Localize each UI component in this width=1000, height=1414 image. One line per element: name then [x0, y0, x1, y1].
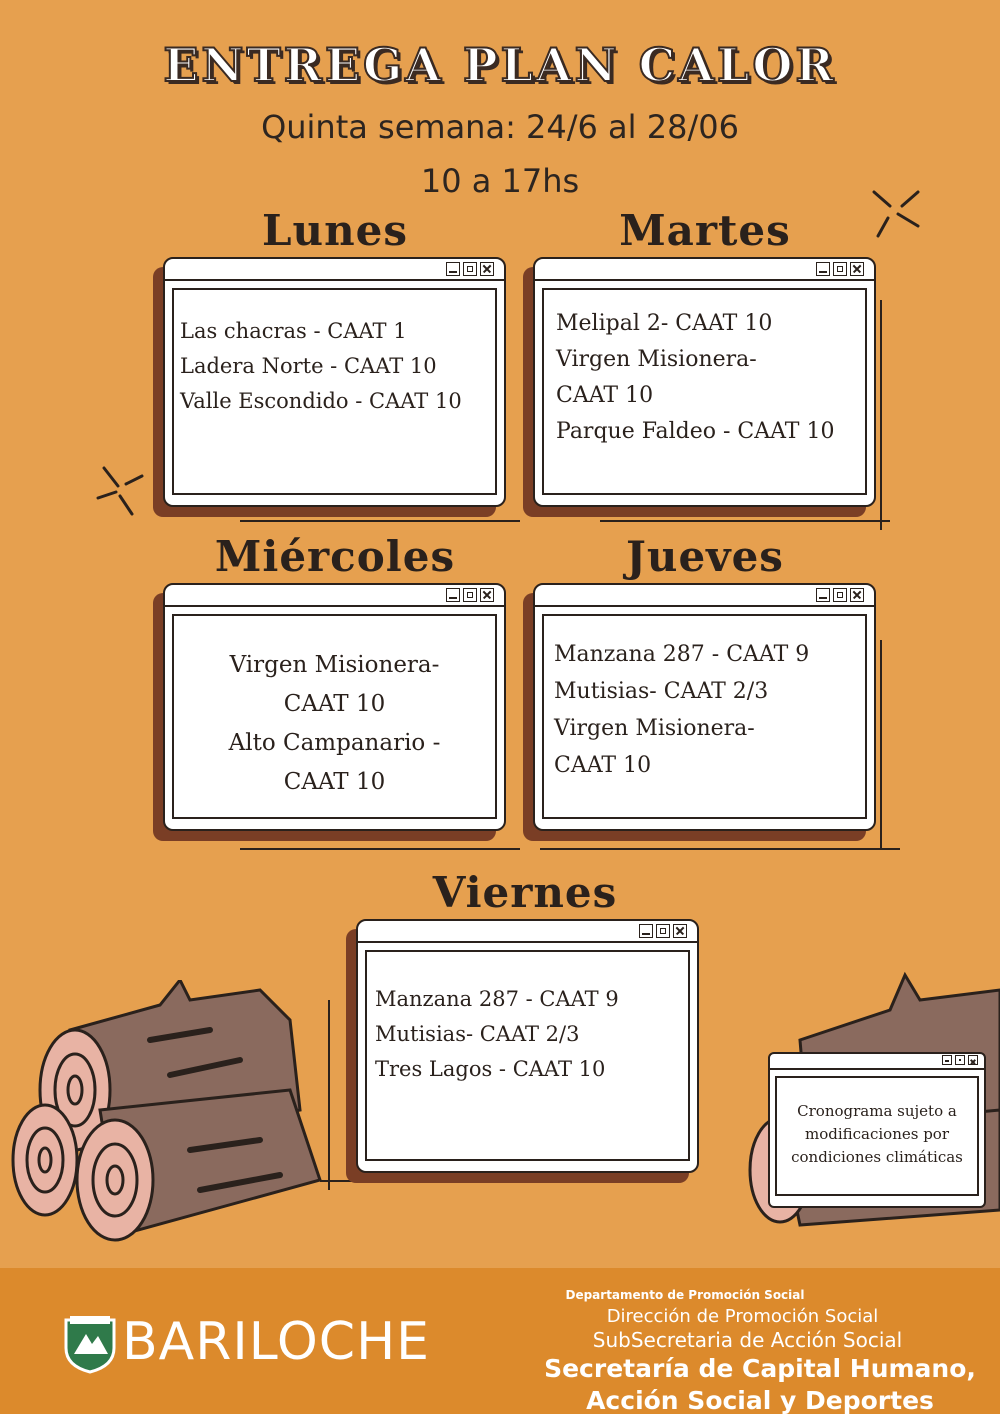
list-item: CAAT 10: [554, 753, 652, 778]
list-item: Virgen Misionera-: [554, 716, 755, 741]
note-line: Cronograma sujeto a: [797, 1102, 957, 1120]
day-title-lunes: Lunes: [262, 206, 408, 255]
list-item: CAAT 10: [283, 691, 386, 717]
list-item: Alto Campanario -: [228, 730, 441, 756]
schedule-window-miercoles: [163, 583, 506, 831]
minimize-icon: [816, 588, 830, 602]
minimize-icon: [446, 262, 460, 276]
minimize-icon: [446, 588, 460, 602]
maximize-icon: [656, 924, 670, 938]
maximize-icon: [833, 588, 847, 602]
close-icon: [480, 588, 494, 602]
maximize-icon: [463, 588, 477, 602]
list-item: Las chacras - CAAT 1: [180, 319, 407, 343]
firewood-logs-left: [0, 980, 330, 1250]
list-item: Virgen Misionera-: [556, 347, 757, 372]
list-item: Virgen Misionera-: [229, 652, 440, 678]
close-icon: [673, 924, 687, 938]
day-title-viernes: Viernes: [432, 868, 618, 917]
list-item: Tres Lagos - CAAT 10: [375, 1057, 606, 1081]
dept-line-3: SubSecretaria de Acción Social: [592, 1328, 903, 1352]
minimize-icon: [942, 1055, 952, 1065]
list-item: Parque Faldeo - CAAT 10: [556, 419, 835, 444]
dept-line-2: Dirección de Promoción Social: [606, 1306, 879, 1327]
close-icon: [850, 588, 864, 602]
schedule-window-lunes: [163, 257, 506, 507]
hours: 10 a 17hs: [420, 162, 580, 200]
list-item: Manzana 287 - CAAT 9: [375, 987, 619, 1011]
bariloche-shield-logo: [62, 1314, 118, 1374]
maximize-icon: [833, 262, 847, 276]
page-title: ENTREGA PLAN CALOR: [163, 38, 837, 92]
day-title-miercoles: Miércoles: [214, 532, 456, 581]
list-item: Mutisias- CAAT 2/3: [554, 679, 769, 704]
list-item: Valle Escondido - CAAT 10: [180, 389, 462, 413]
day-title-jueves: Jueves: [626, 532, 784, 581]
list-item: Ladera Norte - CAAT 10: [180, 354, 437, 378]
list-item: Melipal 2- CAAT 10: [556, 311, 773, 336]
day-title-martes: Martes: [619, 206, 791, 255]
note-line: modificaciones por: [804, 1125, 950, 1143]
list-item: CAAT 10: [556, 383, 654, 408]
schedule-window-jueves: [533, 583, 876, 831]
maximize-icon: [463, 262, 477, 276]
schedule-window-viernes: [356, 919, 699, 1173]
close-icon: [968, 1055, 978, 1065]
close-icon: [480, 262, 494, 276]
brand-name: BARILOCHE: [122, 1312, 431, 1372]
list-item: Mutisias- CAAT 2/3: [375, 1022, 580, 1046]
minimize-icon: [816, 262, 830, 276]
maximize-icon: [955, 1055, 965, 1065]
dept-line-5: Acción Social y Deportes: [586, 1386, 934, 1414]
list-item: CAAT 10: [283, 769, 386, 795]
schedule-window-martes: [533, 257, 876, 507]
week-range: Quinta semana: 24/6 al 28/06: [261, 108, 739, 146]
list-item: Manzana 287 - CAAT 9: [554, 642, 810, 667]
dept-line-4: Secretaría de Capital Humano,: [544, 1354, 976, 1383]
note-window: [768, 1052, 986, 1208]
note-line: condiciones climáticas: [791, 1148, 963, 1166]
minimize-icon: [639, 924, 653, 938]
sparkle-icon: [92, 462, 148, 518]
dept-line-1: Departamento de Promoción Social: [565, 1288, 805, 1302]
close-icon: [850, 262, 864, 276]
